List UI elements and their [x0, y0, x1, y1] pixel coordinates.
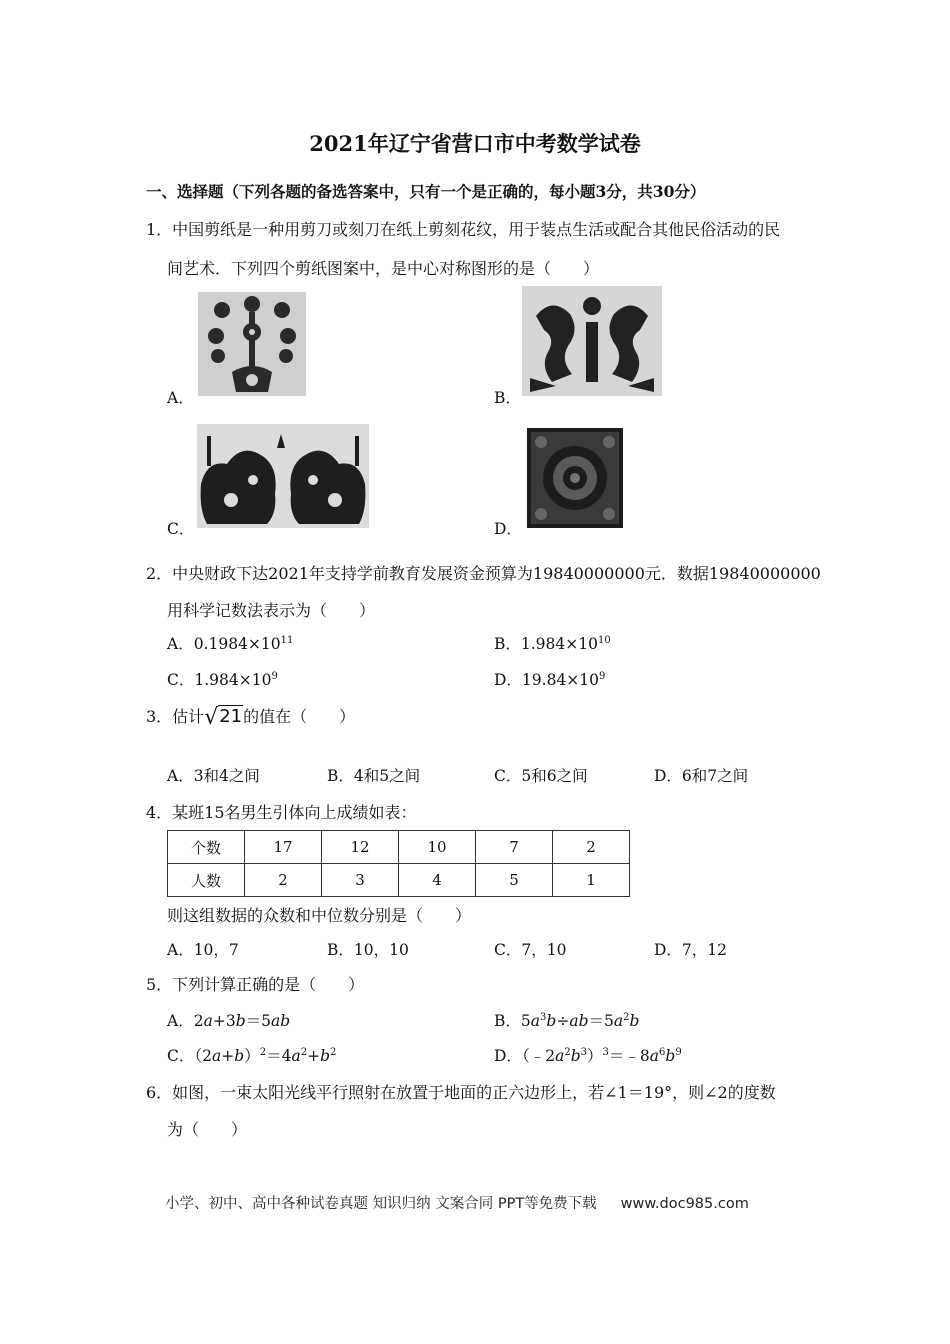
question-2-line2: 用科学记数法表示为（ ） [167, 601, 376, 620]
footer-website-link[interactable]: www.doc985.com [620, 1196, 749, 1212]
question-2-option-a: A．$0.1984\times 10^{11}$ [167, 634, 294, 653]
question-6-line1: 6．如图，一束太阳光线平行照射在放置于地面的正六边形上，若∠1＝19°，则∠2的度数 [146, 1083, 776, 1102]
option-d-label: D． [494, 520, 522, 538]
papercut-square-pattern-image [527, 428, 623, 528]
table-row [168, 831, 630, 864]
question-4-option-a: A．10，7 [167, 941, 239, 959]
table-cell: 7 [476, 831, 553, 864]
table-cell: 5 [476, 864, 553, 897]
option-a-label: A． [167, 389, 194, 407]
question-5-option-b: B．$5a^3b\div ab=5a^2b$ [494, 1011, 640, 1030]
question-2-option-b: B．$1.984\times 10^{10}$ [494, 634, 611, 653]
question-4-line1: 4．某班15名男生引体向上成绩如表： [146, 803, 417, 822]
page-title: 2021年辽宁省营口市中考数学试卷 [309, 131, 641, 156]
table-cell: 12 [322, 831, 399, 864]
papercut-lions-image [197, 424, 369, 528]
pullup-score-table [167, 830, 630, 897]
papercut-dragons-image [522, 286, 662, 396]
question-4-option-d: D．7，12 [654, 941, 728, 959]
table-cell: 2 [553, 831, 630, 864]
table-cell: 3 [322, 864, 399, 897]
question-5-option-d: D．$(﹣2a^2b^3)^3=﹣8a^6b^9$ [494, 1046, 682, 1065]
table-cell: 17 [245, 831, 322, 864]
table-cell: 1 [553, 864, 630, 897]
question-3-option-a: A．3和4之间 [167, 767, 260, 785]
question-4-option-c: C．7，10 [494, 941, 567, 959]
question-1-line1: 1．中国剪纸是一种用剪刀或刻刀在纸上剪刻花纹，用于装点生活或配合其他民俗活动的民 [146, 220, 781, 239]
question-4-option-b: B．10，10 [327, 941, 409, 959]
table-cell: 2 [245, 864, 322, 897]
table-cell: 4 [399, 864, 476, 897]
table-cell: 人数 [168, 864, 245, 897]
option-c-label: C． [167, 520, 195, 538]
question-5-line1: 5．下列计算正确的是（ ） [146, 975, 365, 994]
table-cell: 10 [399, 831, 476, 864]
square-root-expression: √21 [204, 705, 243, 730]
question-3-line: 3．估计√21的值在（ ） [146, 705, 356, 730]
question-3-option-c: C．5和6之间 [494, 767, 588, 785]
question-4-line2: 则这组数据的众数和中位数分别是（ ） [167, 906, 472, 925]
question-3-option-d: D．6和7之间 [654, 767, 749, 785]
table-row [168, 864, 630, 897]
question-6-line2: 为（ ） [167, 1120, 248, 1139]
question-5-option-a: A．2a+3b＝5ab [167, 1012, 291, 1030]
section-heading: 一、选择题（下列各题的备选答案中，只有一个是正确的，每小题3分，共30分） [146, 182, 706, 201]
footer-text: 小学、初中、高中各种试卷真题 知识归纳 文案合同 PPT等免费下载 [165, 1196, 597, 1212]
option-b-label: B． [494, 389, 521, 407]
question-5-option-c: C．$(2a+b)^2=4a^2+b^2$ [167, 1046, 337, 1065]
page-footer [165, 1192, 749, 1213]
question-2-option-d: D．$19.84\times 10^9$ [494, 670, 606, 689]
question-1-line2: 间艺术．下列四个剪纸图案中，是中心对称图形的是（ ） [167, 259, 600, 278]
question-2-option-c: C．$1.984\times 10^9$ [167, 670, 278, 689]
question-3-option-b: B．4和5之间 [327, 767, 421, 785]
question-2-line1: 2．中央财政下达2021年支持学前教育发展资金预算为19840000000元．数据19840000000 [146, 564, 821, 583]
papercut-vase-image [198, 292, 306, 396]
table-cell: 个数 [168, 831, 245, 864]
